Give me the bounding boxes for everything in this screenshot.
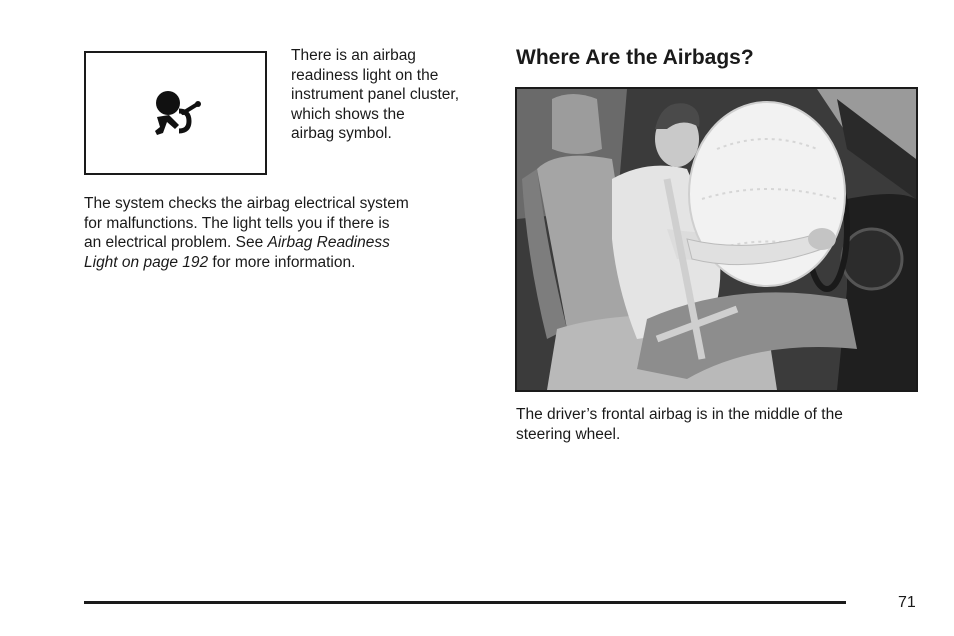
page-reference[interactable]: Light on page 192 [84, 253, 209, 271]
paragraph-line [84, 233, 484, 253]
airbag-symbol-box [84, 51, 267, 175]
paragraph-text: for more information. [208, 253, 356, 271]
airbag-light-note [291, 46, 491, 144]
side-note-line: instrument panel cluster, [291, 86, 460, 104]
caption-line: steering wheel. [516, 425, 621, 443]
paragraph-line: The system checks the airbag electrical system [84, 195, 409, 212]
section-heading: Where Are the Airbags? [516, 46, 754, 69]
page-number: 71 [898, 594, 916, 611]
airbag-readiness-symbol-icon [149, 85, 209, 145]
airbag-readiness-reference[interactable]: Airbag Readiness [267, 234, 390, 252]
side-note-line: which shows the [291, 105, 405, 123]
paragraph-text: an electrical problem. See [84, 234, 268, 252]
side-note-line: There is an airbag [291, 47, 416, 64]
side-note-line: readiness light on the [291, 66, 439, 84]
caption-line: The driver’s frontal airbag is in the middle of the [516, 406, 843, 423]
system-check-paragraph [84, 194, 484, 272]
side-note-line: airbag symbol. [291, 125, 392, 143]
driver-frontal-airbag-illustration [515, 87, 918, 392]
paragraph-line [84, 253, 484, 273]
footer-rule [84, 601, 846, 604]
illustration-caption [516, 405, 916, 444]
paragraph-line: for malfunctions. The light tells you if there is [84, 214, 390, 232]
